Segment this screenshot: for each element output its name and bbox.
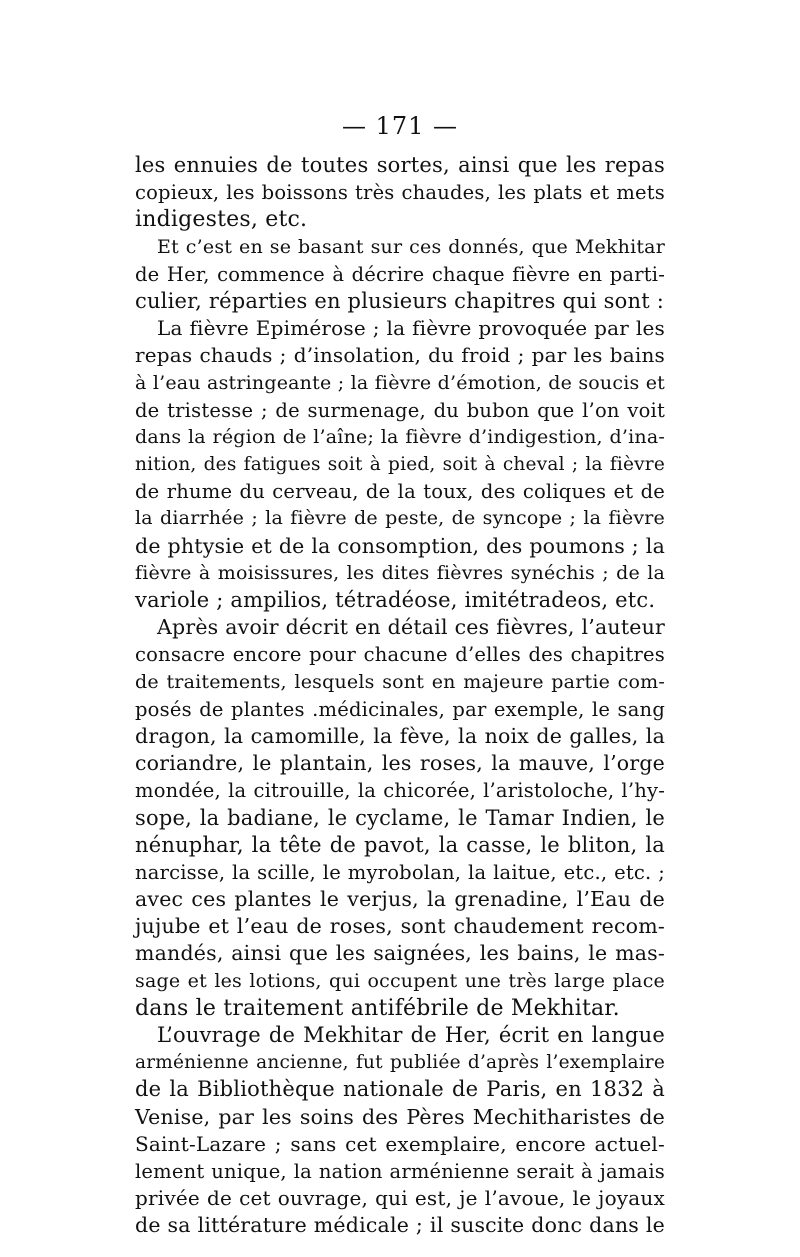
text-line: fièvre à moisissures, les dites fièvres synéchis ; de la <box>135 561 665 584</box>
text-line: dragon, la camomille, la fève, la noix de galles, la <box>135 723 665 748</box>
text-line: sope, la badiane, le cyclame, le Tamar Indien, le <box>135 805 665 830</box>
text-line: Et c’est en se basant sur ces donnés, que Mekhitar <box>157 235 665 258</box>
text-line: de rhume du cerveau, de la toux, des coliques et de <box>135 480 665 504</box>
text-line: mandés, ainsi que les saignées, les bains, le mas- <box>135 941 665 966</box>
text-line: à l’eau astringeante ; la fièvre d’émotion, de soucis et <box>135 371 665 394</box>
text-line: Saint-Lazare ; sans cet exemplaire, encore actuel- <box>135 1131 665 1156</box>
text-line: nénuphar, la tête de pavot, la casse, le bliton, la <box>135 832 665 857</box>
text-line: posés de plantes .médicinales, par exemple, le sang <box>135 697 665 721</box>
body-text <box>135 152 665 1240</box>
text-line: variole ; ampilios, tétradéose, imitétradeos, etc. <box>135 588 656 612</box>
text-line: coriandre, le plantain, les roses, la mauve, l’orge <box>135 751 665 776</box>
text-line: de traitements, lesquels sont en majeure partie com- <box>135 670 665 693</box>
text-line: de Her, commence à décrire chaque fièvre en parti- <box>135 262 665 286</box>
text-line: repas chauds ; d’insolation, du froid ; par les bains <box>135 343 665 368</box>
text-line: de sa littérature médicale ; il suscite donc dans le <box>135 1213 665 1238</box>
text-line: La fièvre Epimérose ; la fièvre provoquée par les <box>157 316 665 341</box>
text-line: de tristesse ; de surmenage, du bubon que l’on voit <box>135 398 665 422</box>
text-line: copieux, les boissons très chaudes, les plats et mets <box>135 181 665 205</box>
text-line: privée de cet ouvrage, qui est, je l’avoue, le joyaux <box>135 1186 665 1211</box>
text-line: dans la région de l’aîne; la fièvre d’indigestion, d’ina- <box>135 425 665 448</box>
text-line: nition, des fatigues soit à pied, soit à cheval ; la fièvre <box>135 454 665 476</box>
text-line: arménienne ancienne, fut publiée d’après l’exemplaire <box>135 1052 665 1074</box>
text-line: la diarrhée ; la fièvre de peste, de syncope ; la fièvre <box>135 507 665 530</box>
text-line: sage et les lotions, qui occupent une très large place <box>135 969 665 992</box>
text-line: L’ouvrage de Mekhitar de Her, écrit en langue <box>157 1023 665 1047</box>
page-number: — 171 — <box>341 112 459 140</box>
text-line: jujube et l’eau de roses, sont chaudement recom- <box>135 914 665 939</box>
text-line: lement unique, la nation arménienne serait à jamais <box>135 1159 665 1183</box>
text-line: narcisse, la scille, le myrobolan, la laitue, etc., etc. ; <box>135 860 665 884</box>
text-line: indigestes, etc. <box>135 207 308 233</box>
text-line: culier, réparties en plusieurs chapitres qui sont : <box>135 288 664 313</box>
text-line: Venise, par les soins des Pères Mechitharistes de <box>135 1104 665 1129</box>
text-line: les ennuies de toutes sortes, ainsi que les repas <box>135 153 665 177</box>
text-line: mondée, la citrouille, la chicorée, l’aristoloche, l’hy- <box>135 779 665 803</box>
text-line: consacre encore pour chacune d’elles des chapitres <box>135 643 665 667</box>
text-line: avec ces plantes le verjus, la grenadine, l’Eau de <box>135 887 665 912</box>
text-line: de phtysie et de la consomption, des poumons ; la <box>135 533 665 558</box>
text-line: Après avoir décrit en détail ces fièvres, l’auteur <box>157 615 665 640</box>
text-line: dans le traitement antifébrile de Mekhitar. <box>135 995 620 1021</box>
text-line: de la Bibliothèque nationale de Paris, en 1832 à <box>135 1077 665 1102</box>
